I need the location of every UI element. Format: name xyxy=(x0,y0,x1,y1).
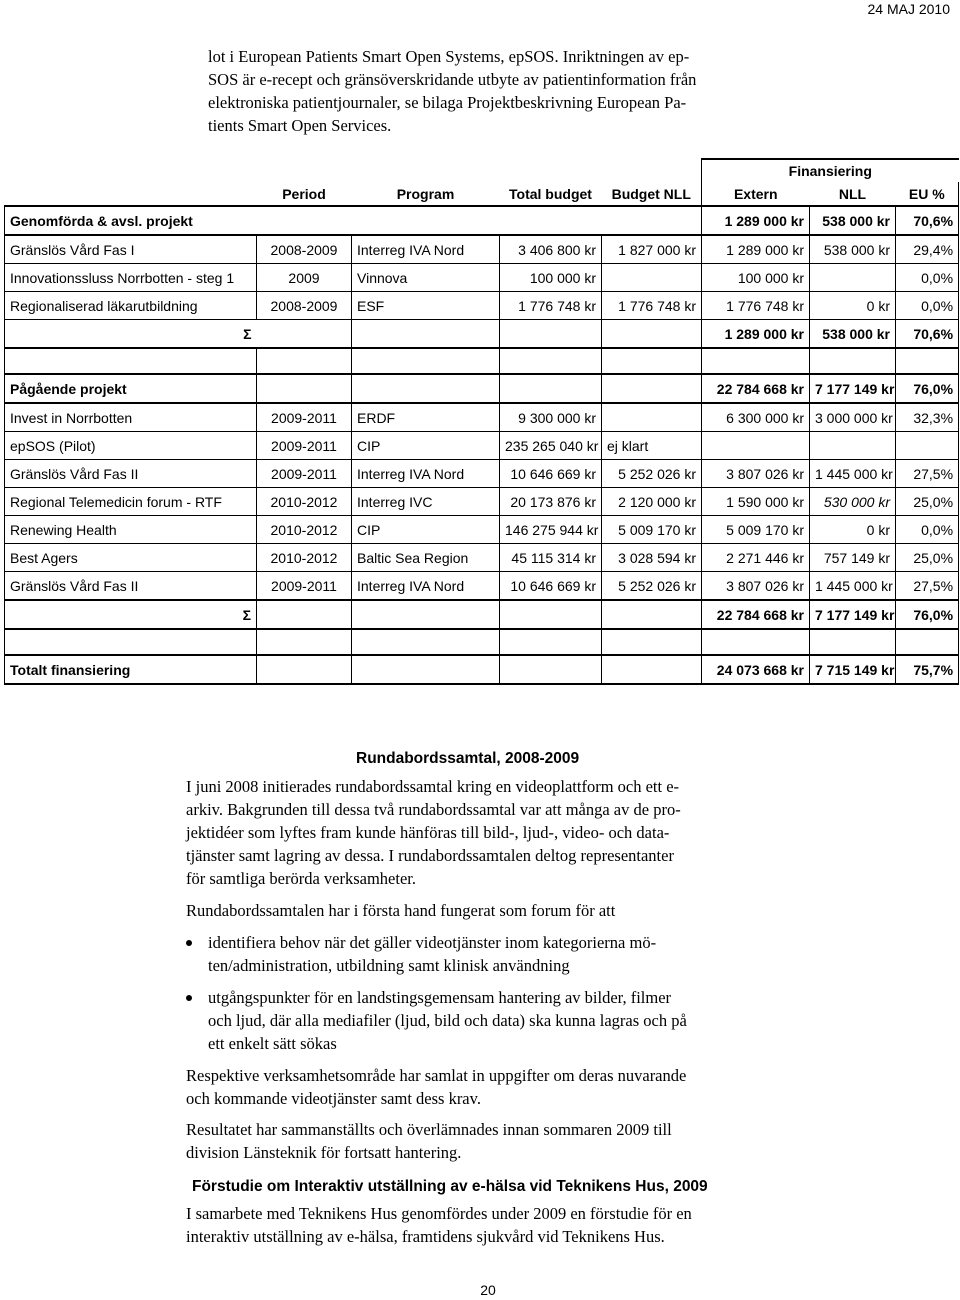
table-row: Innovationssluss Norrbotten - steg 1 2009 Vinnova 100 000 kr 100 000 kr 0,0% xyxy=(5,264,959,292)
completed-extern: 1 289 000 kr xyxy=(702,206,810,235)
bullet-icon xyxy=(186,995,192,1001)
completed-eu: 70,6% xyxy=(896,206,959,235)
section1-paragraph-1: I juni 2008 initierades rundabordssamtal kring en videoplattform och ett e- arkiv. Bakgrunden till dessa två rundabordssamtal var att många av de pro- jektidéer som lyftes fram kunde hänföras till bild-, ljud-, video- och data- tjänster samt lagring av dessa. I rundabordssamtalen deltog representanter för samtliga berörda verksamheter. xyxy=(186,777,681,888)
section2-paragraph: I samarbete med Teknikens Hus genomfördes under 2009 en förstudie för en interaktiv utställning av e-hälsa, framtidens sjukvård vid Teknikens Hus. xyxy=(186,1204,692,1246)
table-row: Gränslös Vård Fas I 2008-2009 Interreg IVA Nord 3 406 800 kr 1 827 000 kr 1 289 000 kr 538 000 kr 29,4% xyxy=(5,235,959,264)
list-item: identifiera behov när det gäller videotjänster inom kategorierna mö- ten/administration, utbildning samt klinisk användning xyxy=(186,931,766,977)
header-period: Period xyxy=(282,185,326,202)
intro-line: tients Smart Open Services. xyxy=(208,116,392,135)
page-number: 20 xyxy=(480,1282,496,1298)
section1-paragraph-2: Rundabordssamtalen har i första hand fungerat som forum för att xyxy=(186,901,616,920)
table-row: Best Agers 2010-2012 Baltic Sea Region 45 115 314 kr 3 028 594 kr 2 271 446 kr 757 149 kr 25,0% xyxy=(5,544,959,572)
list-item: utgångspunkter för en landstingsgemensam hantering av bilder, filmer och ljud, där alla mediafiler (ljud, bild och data) ska kunna lagras och på ett enkelt sätt sökas xyxy=(186,986,766,1055)
intro-line: SOS är e-recept och gränsöverskridande utbyte av patientinformation från xyxy=(208,70,697,89)
financing-title: Finansiering xyxy=(702,159,959,182)
header-extern: Extern xyxy=(702,182,810,206)
completed-nll: 538 000 kr xyxy=(810,206,896,235)
table-row: Invest in Norrbotten 2009-2011 ERDF 9 300 000 kr 6 300 000 kr 3 000 000 kr 32,3% xyxy=(5,403,959,432)
financing-table xyxy=(4,158,959,685)
section1-paragraph-4: Resultatet har sammanställts och överlämnades innan sommaren 2009 till division Länsteknik för fortsatt hantering. xyxy=(186,1120,672,1162)
table-row: Renewing Health 2010-2012 CIP 146 275 944 kr 5 009 170 kr 5 009 170 kr 0 kr 0,0% xyxy=(5,516,959,544)
ongoing-extern: 22 784 668 kr xyxy=(702,374,810,403)
header-budget-nll: Budget NLL xyxy=(611,185,691,202)
intro-paragraph xyxy=(208,45,768,137)
ongoing-label: Pågående projekt xyxy=(5,374,257,403)
header-program: Program xyxy=(396,185,455,202)
completed-label: Genomförda & avsl. projekt xyxy=(5,206,257,235)
intro-line: lot i European Patients Smart Open Systems, epSOS. Inriktningen av ep- xyxy=(208,47,690,66)
intro-line: elektroniska patientjournaler, se bilaga Projektbeskrivning European Pa- xyxy=(208,93,687,112)
table-row: Regionaliserad läkarutbildning 2008-2009 ESF 1 776 748 kr 1 776 748 kr 1 776 748 kr 0 kr 0,0% xyxy=(5,292,959,320)
header-total-budget: Total budget xyxy=(509,185,592,202)
ongoing-eu: 76,0% xyxy=(896,374,959,403)
header-nll: NLL xyxy=(838,185,867,202)
bullet-icon xyxy=(186,940,192,946)
completed-sum-row: Σ 1 289 000 kr 538 000 kr 70,6% xyxy=(5,320,959,349)
table-row: Gränslös Vård Fas II 2009-2011 Interreg IVA Nord 10 646 669 kr 5 252 026 kr 3 807 026 kr 1 445 000 kr 27,5% xyxy=(5,460,959,488)
page-date: 24 MAJ 2010 xyxy=(867,1,950,17)
table-row: epSOS (Pilot) 2009-2011 CIP 235 265 040 kr ej klart xyxy=(5,432,959,460)
total-row: Totalt finansiering 24 073 668 kr 7 715 149 kr 75,7% xyxy=(5,655,959,684)
section-title-forstudie: Förstudie om Interaktiv utställning av e-hälsa vid Teknikens Hus, 2009 xyxy=(192,1178,708,1195)
ongoing-nll: 7 177 149 kr xyxy=(810,374,896,403)
table-row: Regional Telemedicin forum - RTF 2010-2012 Interreg IVC 20 173 876 kr 2 120 000 kr 1 590 000 kr 530 000 kr 25,0% xyxy=(5,488,959,516)
header-eu: EU % xyxy=(896,182,959,206)
bullet-list xyxy=(186,931,766,1064)
section-title-rundabord: Rundabordssamtal, 2008-2009 xyxy=(356,750,580,767)
ongoing-sum-row: Σ 22 784 668 kr 7 177 149 kr 76,0% xyxy=(5,600,959,629)
table-row: Gränslös Vård Fas II 2009-2011 Interreg IVA Nord 10 646 669 kr 5 252 026 kr 3 807 026 kr 1 445 000 kr 27,5% xyxy=(5,572,959,601)
section1-paragraph-3: Respektive verksamhetsområde har samlat in uppgifter om deras nuvarande och kommande videotjänster samt dess krav. xyxy=(186,1066,687,1108)
